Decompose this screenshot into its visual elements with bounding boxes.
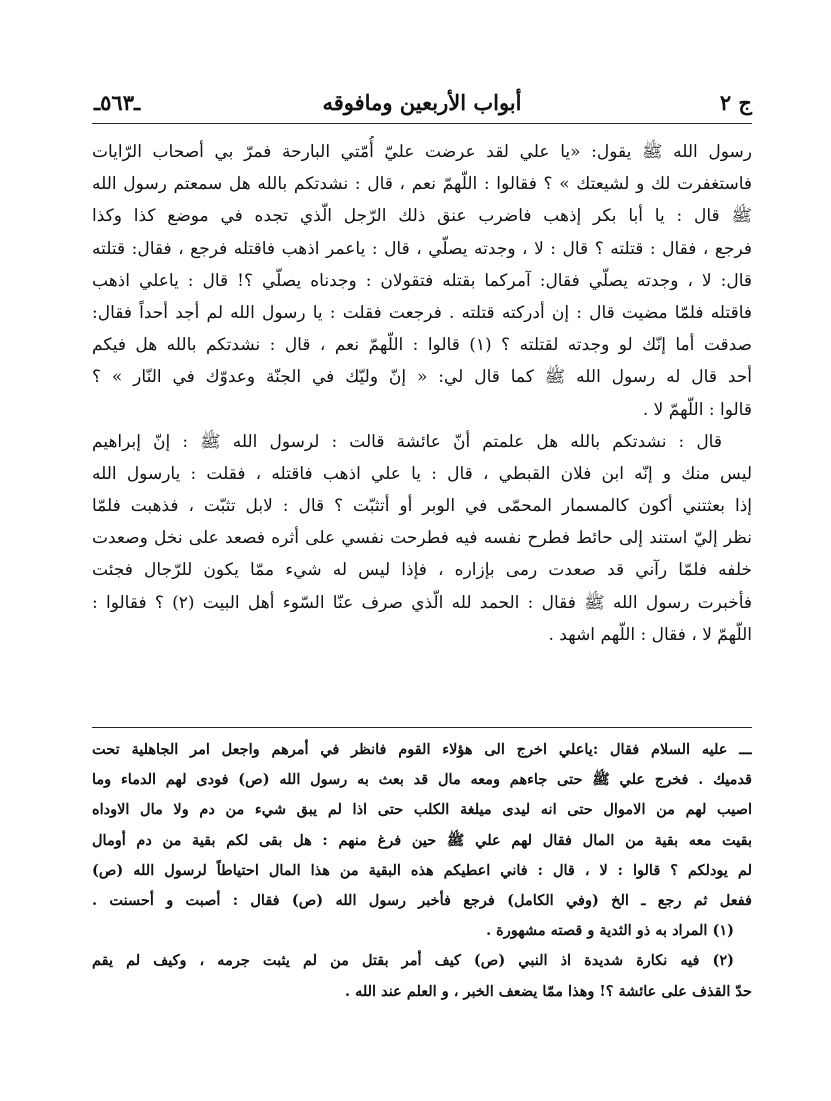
page-number: ـ٥٦٣ـ: [94, 90, 141, 115]
text-line: أحد قال له رسول الله ﷺ كما قال لي: « إنّ وليّك في الجنّة وعدوّك في النّار » ؟: [92, 367, 752, 388]
text-line: فاقتله فلمّا مضيت قال : إن أدركته قتلته . فرجعت فقلت : يا رسول الله لم أجد أحداً فقال:: [92, 302, 752, 323]
text-line: نظر إليّ استند إلى حائط فطرح نفسه فيه فطرحت نفسي على أثره فصعد على نخل وصعدت: [92, 528, 752, 549]
footnotes: [92, 735, 752, 1007]
text-line: فأخبرت رسول الله ﷺ فقال : الحمد لله الّذي صرف عنّا السّوء أهل البيت (٢) ؟ فقالوا :: [92, 592, 752, 613]
footnote-line: ففعل ثم رجع ـ الخ (وفي الكامل) فرجع فأخبر رسول الله (ص) فقال : أصبت و أحسنت .: [92, 891, 752, 909]
footnote-line: حدّ القذف على عائشة ؟! وهذا ممّا يضعف الخبر ، و العلم عند الله .: [344, 982, 752, 1000]
footnote-2: (٢) فيه نكارة شديدة اذ النبي (ص) كيف أمر بقتل من لم يثبت جرمه ، وكيف لم يقم: [92, 952, 734, 970]
chapter-title: أبواب الأربعين ومافوقه: [322, 90, 522, 115]
text-line: ليس منك و إنّه ابن فلان القبطي ، قال : يا علي اذهب فاقتله ، فقلت : يارسول الله: [92, 463, 752, 484]
text-line: ﷺ قال : يا أبا بكر إذهب فاضرب عنق ذلك الرّجل الّذي تجده في موضع كذا وكذا: [92, 206, 752, 227]
text-line: قال: لا ، وجدته يصلّي فقال: آمركما بقتله فتقولان : وجدناه يصلّي ؟! قال : ياعلي اذهب: [92, 270, 752, 291]
footnote-line: بقيت معه بقية من المال فقال لهم علي ﷺ حين فرغ منهم : هل بقى لكم بقية من دم أومال: [92, 831, 752, 849]
footnote-line: لم يودلكم ؟ قالوا : لا ، قال : فاني اعطيكم هذه البقية من هذا المال احتياطاً لرسول الله (ص): [92, 861, 752, 879]
footnote-line: ـــ عليه السلام فقال :ياعلي اخرج الى هؤلاء القوم فانظر في أمرهم واجعل امر الجاهلية تحت: [92, 741, 752, 758]
footnote-divider: [92, 727, 752, 728]
footnote-1: (١) المراد به ذو الثدية و قصته مشهورة .: [486, 922, 734, 940]
volume-label: ج ٢: [719, 90, 752, 115]
text-line: صدقت أما إنّك لو وجدته لقتلته ؟ (١) قالوا : اللّهمّ نعم ، قال : نشدتكم بالله هل فيكم: [92, 335, 752, 356]
footnote-line: اصيب لهم من الاموال حتى انه ليدى ميلغة الكلب حتى اذا لم يبق شيء من دم ولا مال الاوداه: [92, 801, 752, 819]
running-header: [92, 86, 752, 122]
text-line: قال : نشدتكم بالله هل علمتم أنّ عائشة قالت : لرسول الله ﷺ : إنّ إبراهيم: [92, 431, 722, 452]
main-text: [92, 136, 752, 651]
text-line: اللّهمّ لا ، فقال : اللّهم اشهد .: [548, 624, 752, 645]
footnote-line: قدميك . فخرج علي ﷺ حتى جاءهم ومعه مال قد بعث به رسول الله (ص) فودى لهم الدماء وما: [92, 771, 752, 789]
header-divider: [92, 123, 752, 124]
text-line: فاستغفرت لك و لشيعتك » ؟ فقالوا : اللّهمّ نعم ، قال : نشدتكم بالله هل سمعتم رسول الله: [92, 174, 752, 195]
text-line: قالوا : اللّهمّ لا .: [642, 399, 752, 420]
text-line: فرجع ، فقال : قتلته ؟ قال : لا ، وجدته يصلّي ، قال : ياعمر اذهب فاقتله فرجع ، فقال: قتلته: [92, 238, 752, 259]
text-line: إذا بعثتني أكون كالمسمار المحمّى في الوبر أو أتثبّت ؟ قال : لابل تثبّت ، فذهبت فلمّا: [92, 496, 752, 517]
text-line: خلفه فلمّا رآني قد صعدت رمى بإزاره ، فإذا ليس له شيء ممّا يكون للرّجال فجئت: [92, 560, 752, 581]
text-line: رسول الله ﷺ يقول: «يا علي لقد عرضت عليّ أُمّتي البارحة فمرّ بي أصحاب الرّايات: [92, 142, 752, 162]
